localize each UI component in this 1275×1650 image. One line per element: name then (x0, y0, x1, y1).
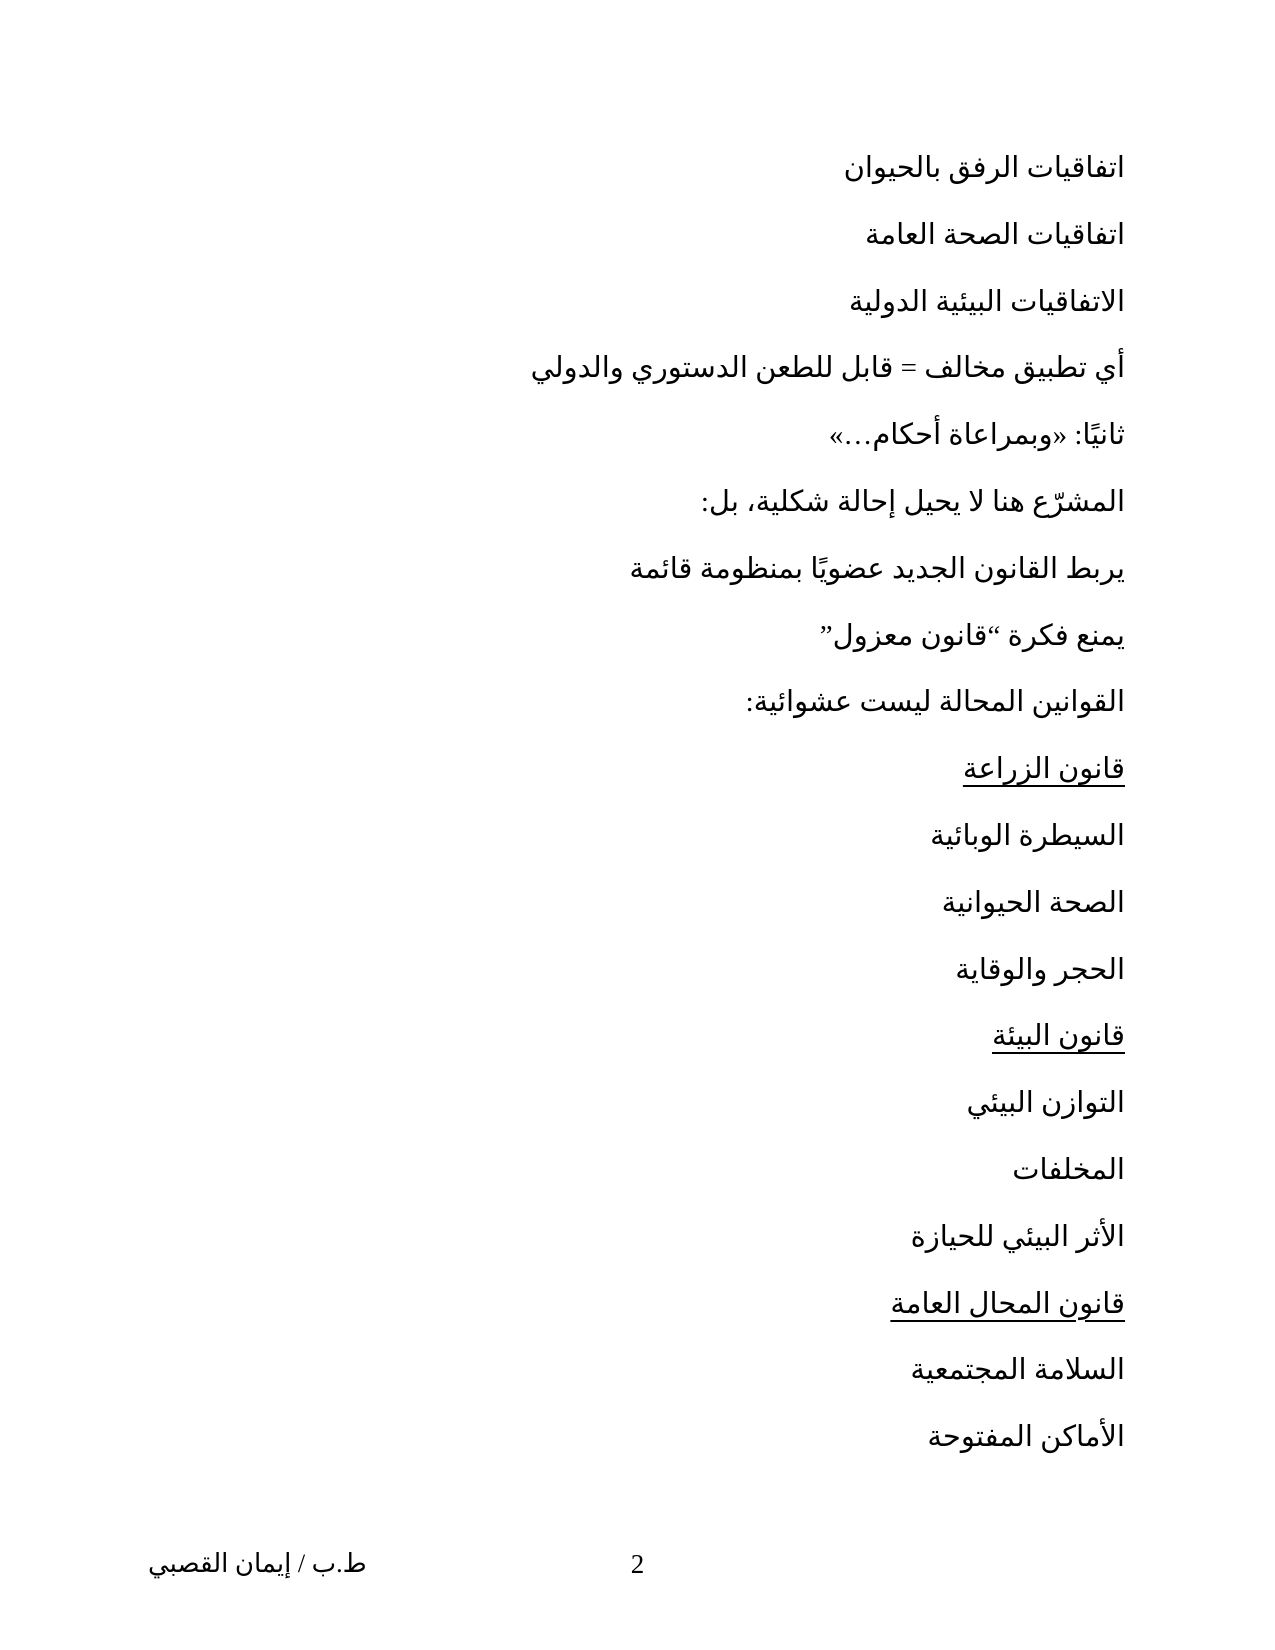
document-line: اتفاقيات الصحة العامة (865, 218, 1125, 251)
document-line: الأماكن المفتوحة (927, 1421, 1125, 1454)
document-line: القوانين المحالة ليست عشوائية: (745, 686, 1125, 719)
document-line: السلامة المجتمعية (910, 1354, 1125, 1387)
document-line: أي تطبيق مخالف = قابل للطعن الدستوري والدولي (530, 352, 1125, 385)
document-line: المخلفات (1012, 1153, 1125, 1186)
document-line: الصحة الحيوانية (941, 886, 1125, 919)
document-line: الأثر البيئي للحيازة (910, 1220, 1125, 1253)
document-line: السيطرة الوبائية (930, 819, 1125, 852)
document-line: اتفاقيات الرفق بالحيوان (843, 152, 1125, 184)
document-line: التوازن البيئي (966, 1087, 1125, 1120)
document-line: يمنع فكرة “قانون معزول” (819, 619, 1125, 652)
document-body (150, 135, 1125, 1471)
document-heading-agriculture-law: قانون الزراعة (962, 753, 1125, 786)
document-line: يربط القانون الجديد عضويًا بمنظومة قائمة (629, 552, 1125, 585)
page-number: 2 (630, 1549, 645, 1579)
document-line: الاتفاقيات البيئية الدولية (848, 285, 1125, 318)
document-line: الحجر والوقاية (955, 953, 1125, 986)
document-line: المشرّع هنا لا يحيل إحالة شكلية، بل: (700, 485, 1125, 518)
document-line: ثانيًا: «وبمراعاة أحكام…» (828, 419, 1125, 452)
document-heading-public-shops-law: قانون المحال العامة (890, 1287, 1125, 1320)
footer-author: ط.ب / إيمان القصبي (148, 1549, 367, 1578)
document-heading-environment-law: قانون البيئة (992, 1020, 1125, 1053)
